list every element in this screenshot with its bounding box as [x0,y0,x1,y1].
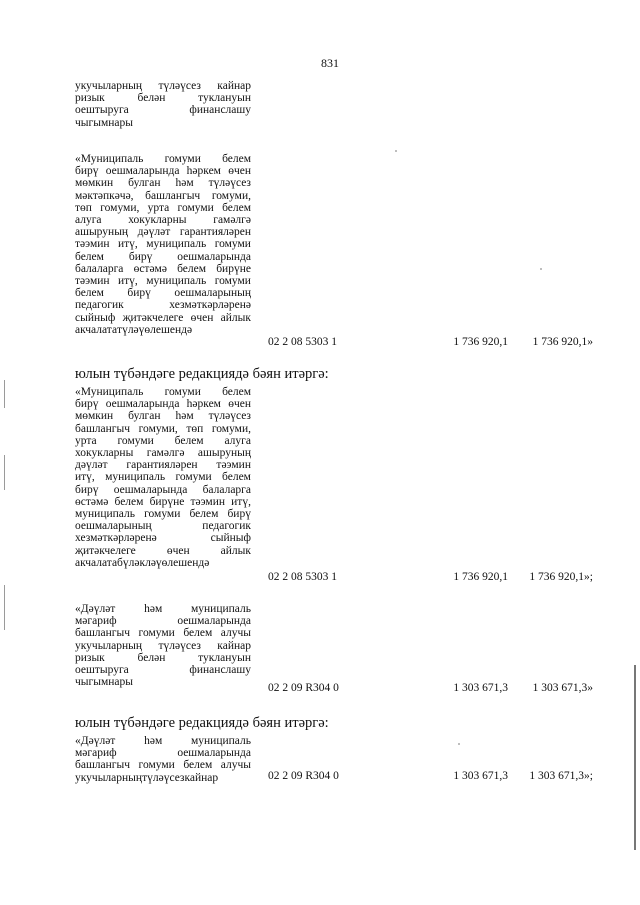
scan-speck [540,268,542,270]
text-line: акчалата бүләкләү өлешендә [75,556,210,569]
amount-column-2: 1 303 671,3»; [529,770,593,782]
amount-column-1: 1 736 920,1 [453,336,508,348]
text-line: бирү оешмаларында һәркем өчен [75,165,251,178]
scan-edge-line [4,585,5,630]
text-line: хокукларны гамәлгә ашыруның [75,447,251,460]
expense-item-text [75,80,251,129]
text-line: башлангыч гомуми белем алучы [75,627,251,640]
text-line: акчалата түләү өлешендә [75,323,193,336]
text-line: балаларга өстәмә белем бирүне [75,262,251,275]
page-number: 831 [321,56,339,70]
text-line: дәүләт гарантияләрен тәэмин [75,459,251,472]
text-line: оешмаларының педагогик [75,520,251,533]
text-line: мәгариф оешмаларында [75,747,251,760]
text-line: башлангыч гомуми белем алучы [75,759,251,772]
budget-code: 02 2 09 R304 0 [268,682,339,694]
text-line: урта гомуми белем алуга [75,434,251,447]
text-line: оештыруга финанслашу [75,664,251,677]
instruction-heading: юлын түбәндәге редакциядә бәян итәргә: [75,366,329,382]
text-line: итү, муниципаль гомуми белем [75,471,251,484]
text-line: мөмкин булган һәм түләүсез [75,177,251,190]
text-line: алуга хокукларны гамәлгә [75,214,251,227]
amount-column-1: 1 303 671,3 [453,682,508,694]
text-line: оештыруга финанслашу [75,104,251,117]
text-line: өстәмә белем бирүне тәэмин итү, [75,495,251,508]
expense-item-text [75,603,251,688]
text-line: тәэмин итү, муниципаль гомуми [75,275,251,288]
text-line: чыгымнары [75,676,133,689]
text-line: белем бирү оешмаларында [75,250,251,263]
text-line: чыгымнары [75,116,133,129]
expense-item-text [75,386,251,569]
text-line: укучыларның түләүсез кайнар [75,639,251,652]
expense-item-text [75,153,251,336]
expense-item-text [75,735,251,784]
text-line: ризык белән туклануын [75,92,251,105]
text-line: сыйныф җитәкчелеге өчен айлык [75,311,251,324]
text-line: бирү оешмаларында балаларга [75,483,251,496]
text-line: муниципаль гомуми белем бирү [75,508,251,521]
text-line: «Муниципаль гомуми белем [75,153,251,165]
budget-code: 02 2 08 5303 1 [268,336,337,348]
scan-edge-line [4,380,5,408]
text-line: укучыларның түләүсез кайнар [75,80,251,92]
amount-column-2: 1 736 920,1»; [529,571,593,583]
amount-column-1: 1 303 671,3 [453,770,508,782]
amount-column-2: 1 736 920,1» [532,336,593,348]
text-line: «Муниципаль гомуми белем [75,386,251,398]
amount-column-1: 1 736 920,1 [453,571,508,583]
scan-edge-line [4,455,5,490]
text-line: «Дәүләт һәм муниципаль [75,603,251,615]
text-line: укучыларның түләүсез кайнар [75,771,219,784]
scan-speck [395,150,397,152]
instruction-heading: юлын түбәндәге редакциядә бәян итәргә: [75,715,329,731]
text-line: җитәкчелеге өчен айлык [75,544,251,557]
budget-code: 02 2 09 R304 0 [268,770,339,782]
text-line: мөмкин булган һәм түләүсез [75,410,251,423]
text-line: педагогик хезмәткәрләренә [75,299,251,312]
text-line: тәэмин итү, муниципаль гомуми [75,238,251,251]
text-line: белем бирү оешмаларының [75,287,251,300]
text-line: төп гомуми, урта гомуми белем [75,201,251,214]
scan-edge-line [634,665,636,850]
text-line: ашыруның дәүләт гарантияләрен [75,226,251,239]
scan-speck [458,743,460,745]
text-line: хезмәткәрләренә сыйныф [75,532,251,545]
text-line: «Дәүләт һәм муниципаль [75,735,251,747]
amount-column-2: 1 303 671,3» [532,682,593,694]
text-line: бирү оешмаларында һәркем өчен [75,398,251,411]
text-line: мәгариф оешмаларында [75,615,251,628]
text-line: башлангыч гомуми, төп гомуми, [75,422,251,435]
text-line: мәктәпкәчә, башлангыч гомуми, [75,189,251,202]
text-line: ризык белән туклануын [75,651,251,664]
budget-code: 02 2 08 5303 1 [268,571,337,583]
